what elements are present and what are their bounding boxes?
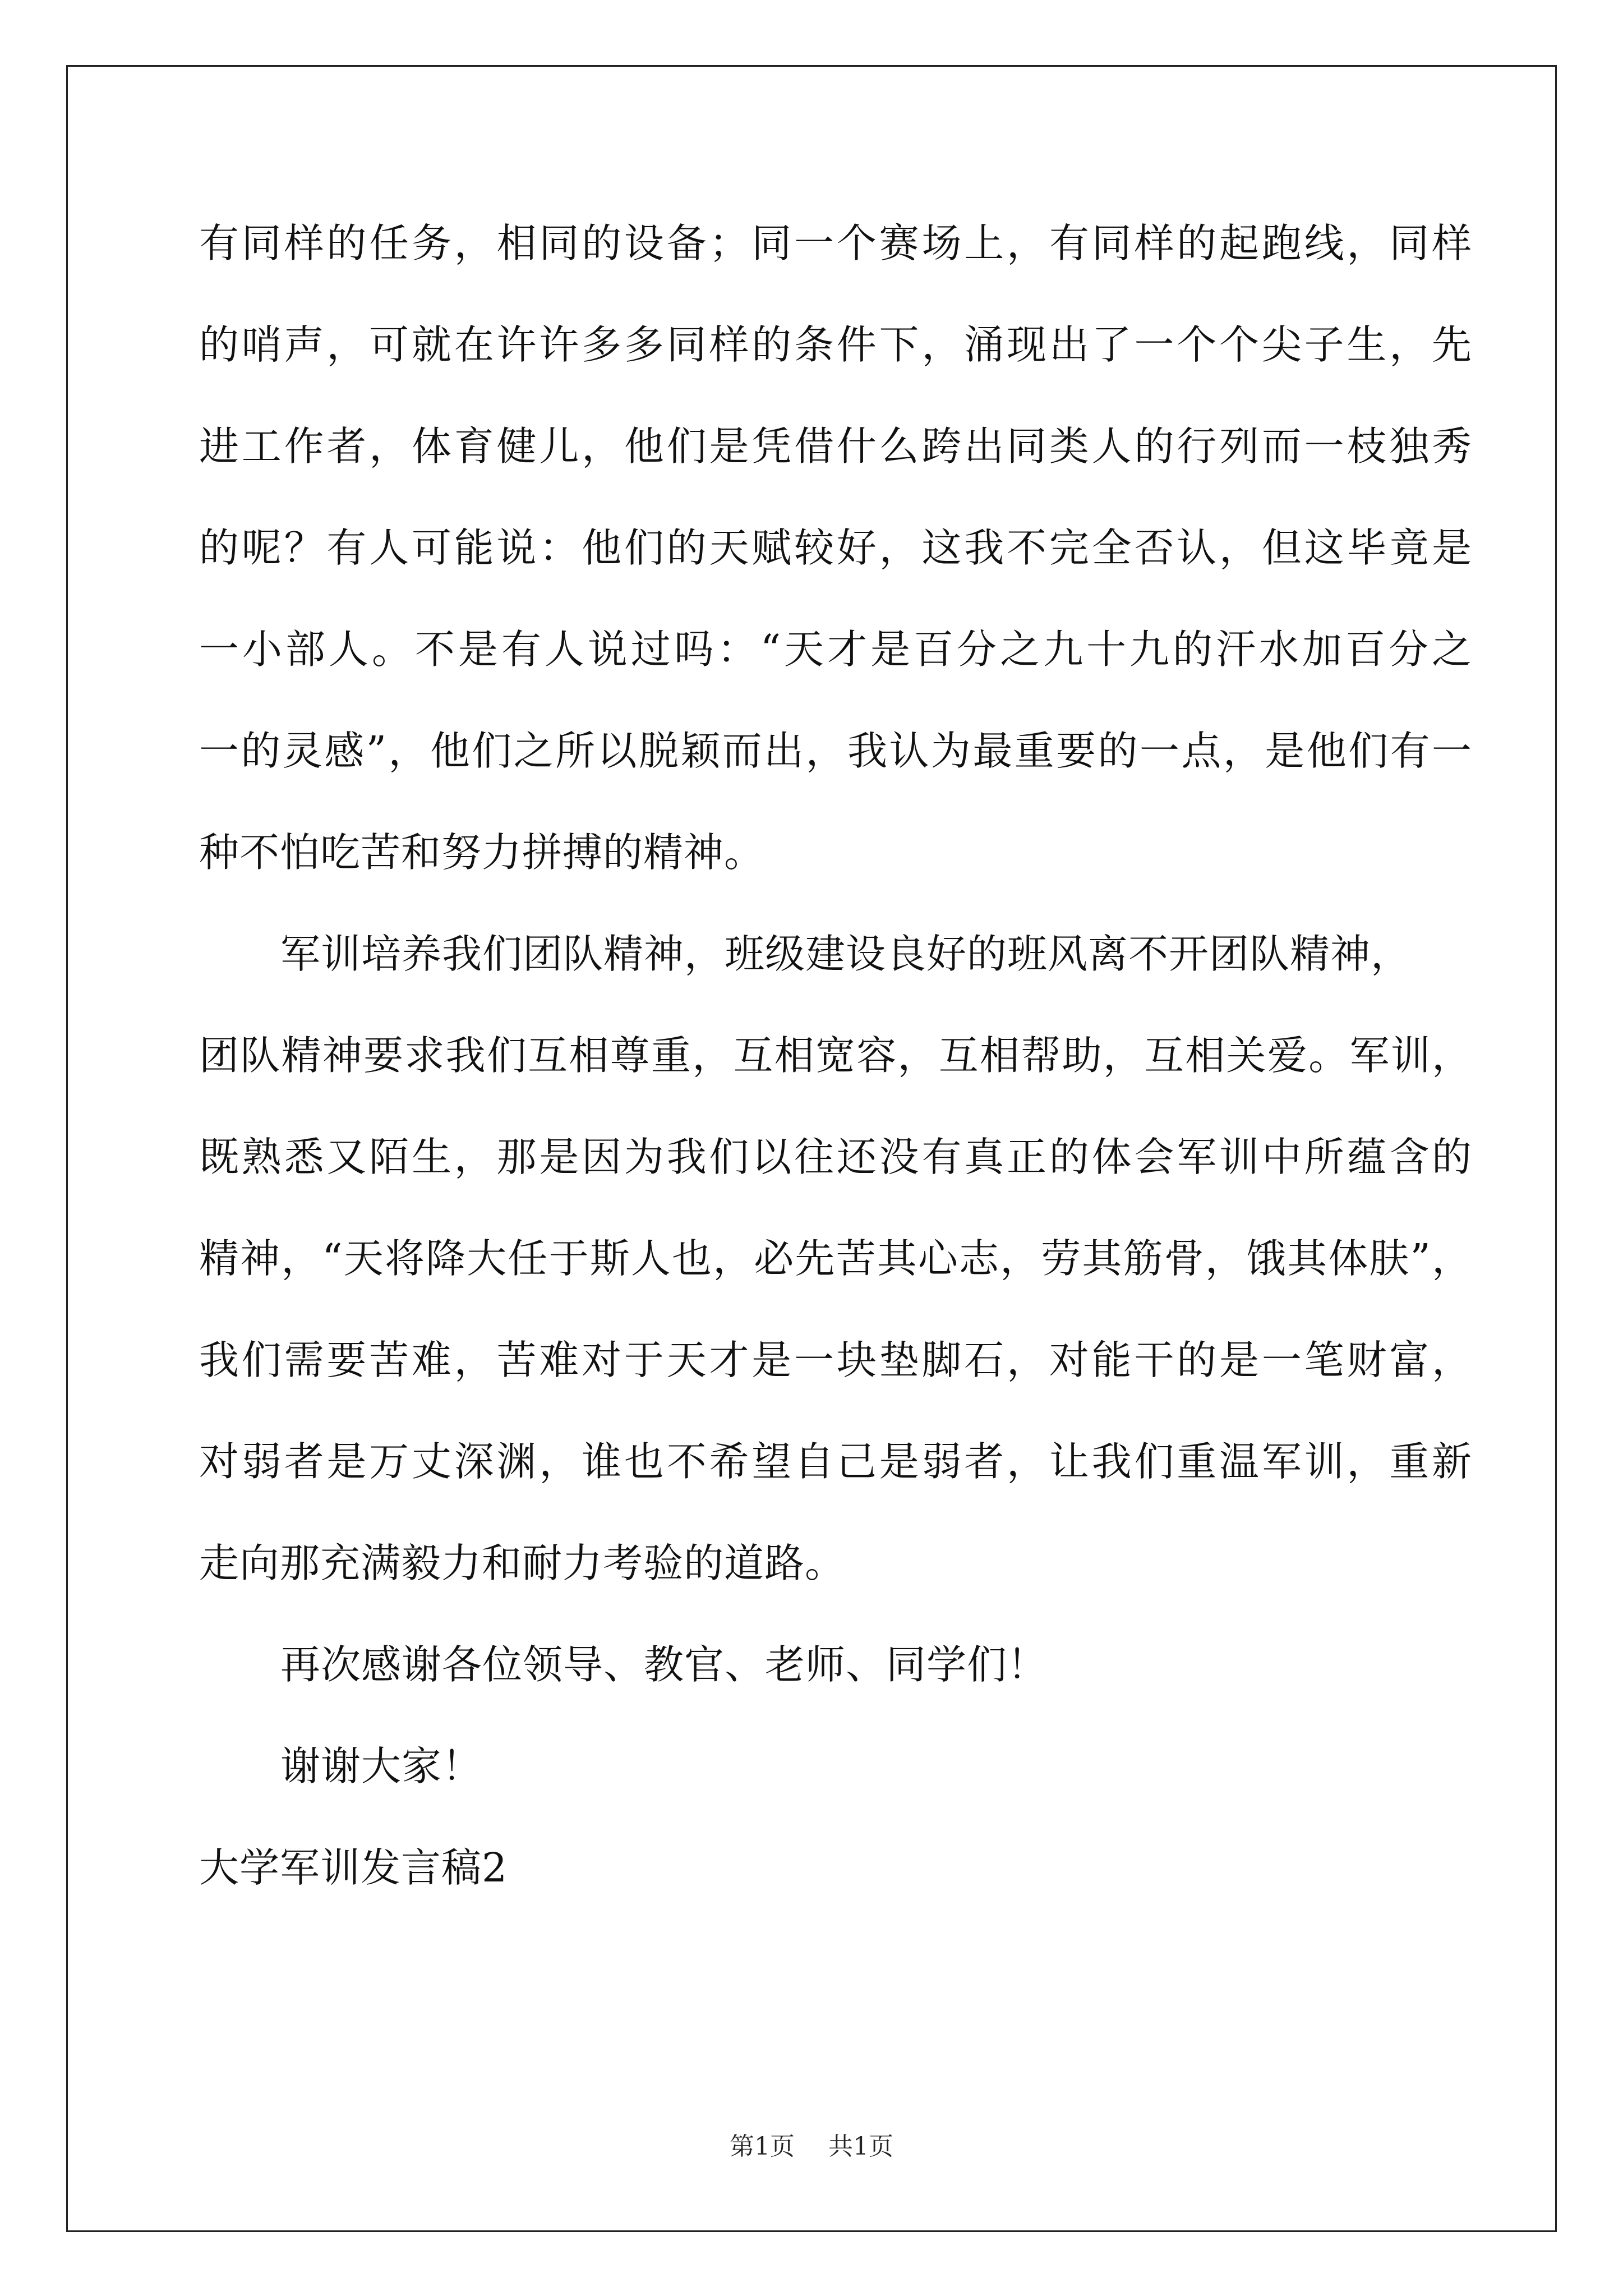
text-line: 我们需要苦难，苦难对于天才是一块垫脚石，对能干的是一笔财富， [199, 1337, 1472, 1383]
text-line: 走向那充满毅力和耐力考验的道路。 [199, 1540, 846, 1586]
page-number: 第1页 [730, 2132, 795, 2161]
text-line: 既熟悉又陌生，那是因为我们以往还没有真正的体会军训中所蕴含的 [199, 1134, 1472, 1180]
document-body [199, 215, 1472, 1941]
text-line: 的哨声，可就在许许多多同样的条件下，涌现出了一个个尖子生，先 [199, 321, 1472, 368]
section-heading: 大学军训发言稿2 [199, 1844, 508, 1891]
closing-line: 谢谢大家！ [280, 1743, 483, 1789]
text-line: 进工作者，体育健儿，他们是凭借什么跨出同类人的行列而一枝独秀 [199, 423, 1472, 470]
text-line: 的呢？有人可能说：他们的天赋较好，这我不完全否认，但这毕竟是 [199, 524, 1472, 571]
text-line: 种不怕吃苦和努力拼搏的精神。 [199, 829, 765, 876]
text-line: 一的灵感”，他们之所以脱颖而出，我认为最重要的一点，是他们有一 [199, 728, 1472, 774]
text-line: 一小部人。不是有人说过吗：“天才是百分之九十九的汗水加百分之 [199, 626, 1472, 673]
text-line: 团队精神要求我们互相尊重，互相宽容，互相帮助，互相关爱。军训， [199, 1032, 1472, 1079]
paragraph-start-line: 军训培养我们团队精神，班级建设良好的班风离不开团队精神， [280, 931, 1412, 977]
text-line: 有同样的任务，相同的设备；同一个赛场上，有同样的起跑线，同样 [199, 220, 1472, 266]
page-total: 共1页 [828, 2132, 893, 2161]
text-line: 精神，“天将降大任于斯人也，必先苦其心志，劳其筋骨，饿其体肤”， [199, 1235, 1472, 1282]
text-line: 对弱者是万丈深渊，谁也不希望自己是弱者，让我们重温军训，重新 [199, 1438, 1472, 1485]
page-footer [0, 2126, 1623, 2162]
thanks-line: 再次感谢各位领导、教官、老师、同学们！ [280, 1641, 1048, 1688]
